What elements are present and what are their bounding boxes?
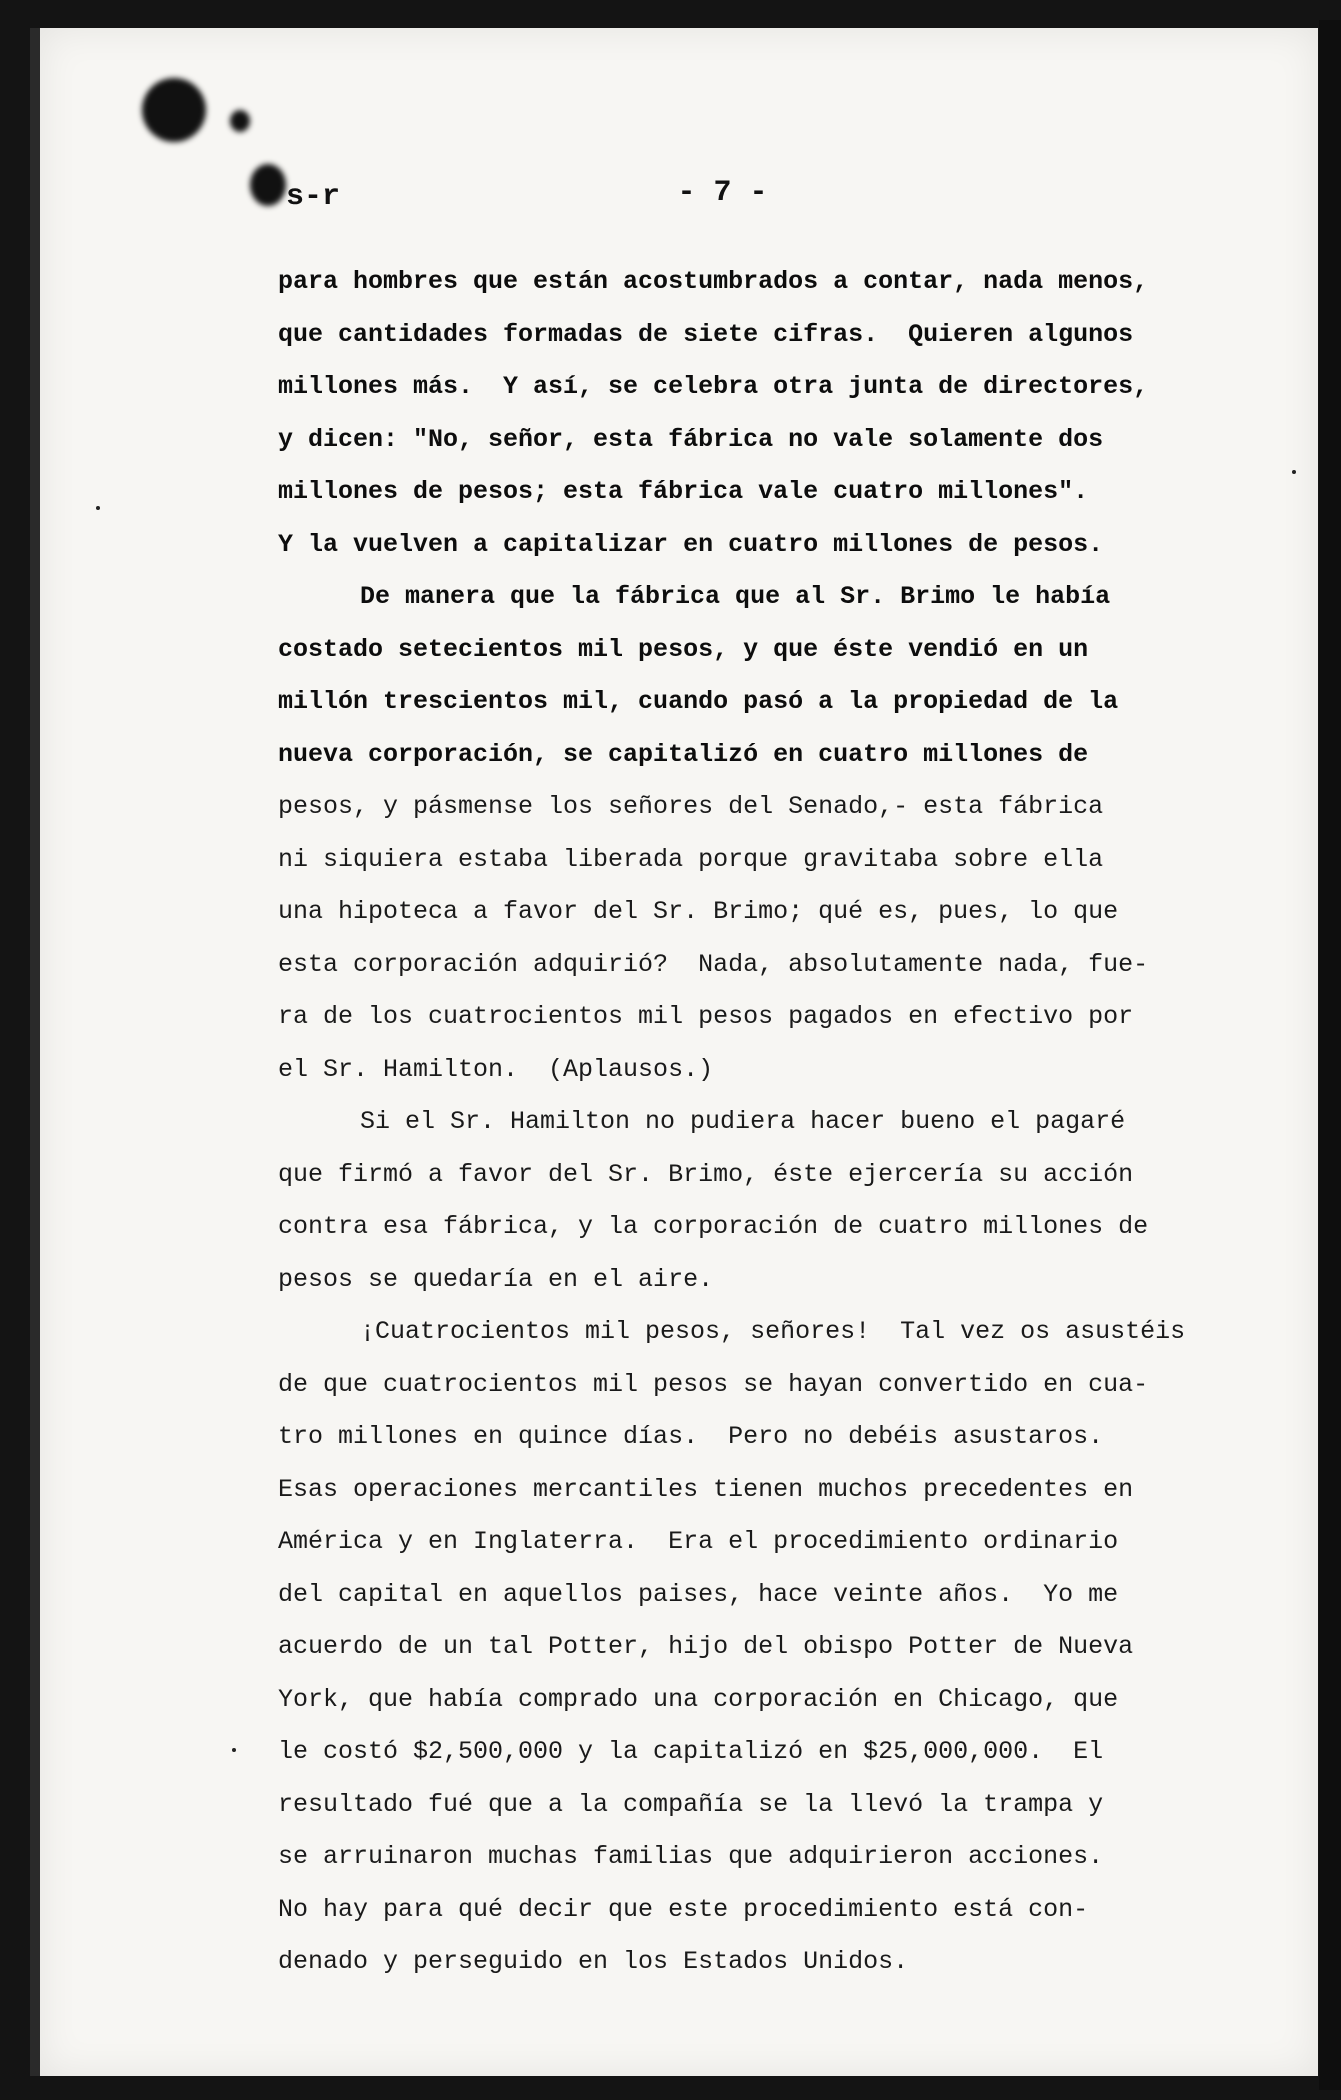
text-line: que firmó a favor del Sr. Brimo, éste ejercería su acción <box>278 1159 1134 1189</box>
text-line: y dicen: "No, señor, esta fábrica no vale solamente dos <box>278 424 1104 454</box>
text-line: Y la vuelven a capitalizar en cuatro millones de pesos. <box>278 529 1104 559</box>
text-line: York, que había comprado una corporación en Chicago, que <box>278 1684 1119 1714</box>
text-line: ¡Cuatrocientos mil pesos, señores! Tal vez os asustéis <box>360 1317 1186 1346</box>
ink-smudge <box>142 78 206 142</box>
text-line: América y en Inglaterra. Era el procedimiento ordinario <box>278 1527 1119 1556</box>
text-line: se arruinaron muchas familias que adquirieron acciones. <box>278 1842 1104 1871</box>
text-line: que cantidades formadas de siete cifras. Quieren algunos <box>278 319 1134 349</box>
text-line: acuerdo de un tal Potter, hijo del obispo Potter de Nueva <box>278 1632 1134 1661</box>
scan-edge <box>1319 20 1341 2090</box>
text-line: ni siquiera estaba liberada porque gravitaba sobre ella <box>278 844 1104 874</box>
text-line: tro millones en quince días. Pero no debéis asustaros. <box>278 1422 1104 1451</box>
page-number: - 7 - <box>677 176 768 210</box>
text-line: nueva corporación, se capitalizó en cuatro millones de <box>278 739 1089 769</box>
ink-speck <box>96 506 100 510</box>
text-line: resultado fué que a la compañía se la llevó la trampa y <box>278 1789 1104 1819</box>
text-line: millones más. Y así, se celebra otra junta de directores, <box>278 372 1149 401</box>
text-line: millón trescientos mil, cuando pasó a la propiedad de la <box>278 687 1119 716</box>
text-line: costado setecientos mil pesos, y que éste vendió en un <box>278 634 1089 664</box>
text-line: de que cuatrocientos mil pesos se hayan convertido en cua- <box>278 1369 1149 1399</box>
text-line: Si el Sr. Hamilton no pudiera hacer bueno el pagaré <box>360 1107 1126 1136</box>
text-line: una hipoteca a favor del Sr. Brimo; qué es, pues, lo que <box>278 897 1119 926</box>
text-line: pesos, y pásmense los señores del Senado,- esta fábrica <box>278 792 1104 821</box>
text-line: millones de pesos; esta fábrica vale cuatro millones". <box>278 477 1089 506</box>
text-line: para hombres que están acostumbrados a contar, nada menos, <box>278 267 1149 296</box>
text-line: del capital en aquellos paises, hace veinte años. Yo me <box>278 1579 1119 1609</box>
text-line: pesos se quedaría en el aire. <box>278 1264 714 1294</box>
ink-speck <box>232 1748 236 1752</box>
header-mark: s-r <box>286 180 341 214</box>
text-line: el Sr. Hamilton. (Aplausos.) <box>278 1054 714 1084</box>
text-line: No hay para qué decir que este procedimiento está con- <box>278 1894 1089 1924</box>
text-line: ra de los cuatrocientos mil pesos pagados en efectivo por <box>278 1002 1134 1031</box>
text-line: le costó $2,500,000 y la capitalizó en $25,000,000. El <box>278 1737 1104 1766</box>
body-text <box>278 256 1238 1989</box>
text-line: Esas operaciones mercantiles tienen muchos precedentes en <box>278 1474 1134 1504</box>
text-line: denado y perseguido en los Estados Unidos. <box>278 1947 909 1976</box>
text-line: esta corporación adquirió? Nada, absolutamente nada, fue- <box>278 949 1149 979</box>
ink-smudge <box>230 110 250 132</box>
ink-speck <box>1292 470 1296 474</box>
text-line: De manera que la fábrica que al Sr. Brimo le había <box>360 582 1111 611</box>
text-line: contra esa fábrica, y la corporación de cuatro millones de <box>278 1212 1149 1241</box>
